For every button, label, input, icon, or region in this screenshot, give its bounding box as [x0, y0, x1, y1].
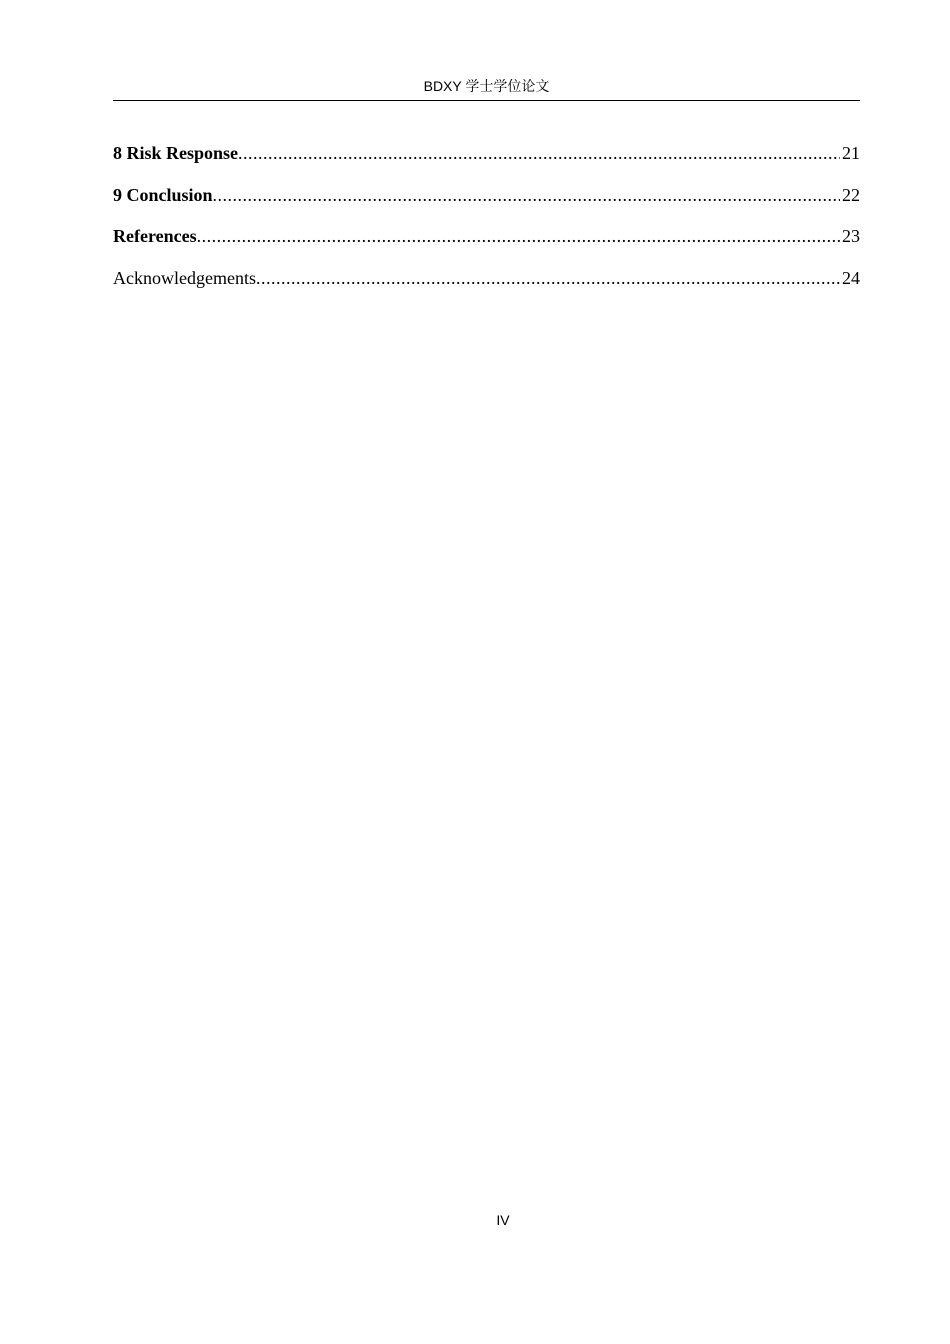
page-header: BDXY 学士学位论文 — [423, 78, 550, 94]
toc-entry-title: 8 Risk Response — [113, 143, 239, 163]
toc-entry-acknowledgements[interactable] — [113, 266, 860, 308]
header-divider — [113, 100, 860, 101]
toc-dot-leader — [256, 266, 840, 290]
toc-entry-page: 22 — [842, 184, 860, 205]
toc-entry-page: 21 — [842, 143, 860, 163]
toc-dot-leader — [238, 141, 840, 165]
toc-entry-risk-response[interactable] — [113, 141, 860, 183]
toc-entry-conclusion[interactable] — [113, 183, 860, 225]
toc-entry-title: Acknowledgements — [113, 267, 256, 288]
toc-entry-title: 9 Conclusion — [113, 184, 213, 205]
toc-entry-page: 23 — [842, 226, 860, 246]
toc-entry-page: 24 — [842, 267, 860, 288]
page-number: IV — [496, 1212, 510, 1228]
toc-entry-title: References — [113, 226, 197, 246]
toc-dot-leader — [197, 224, 840, 248]
table-of-contents — [113, 141, 860, 307]
toc-entry-references[interactable] — [113, 224, 860, 266]
toc-dot-leader — [213, 183, 840, 207]
